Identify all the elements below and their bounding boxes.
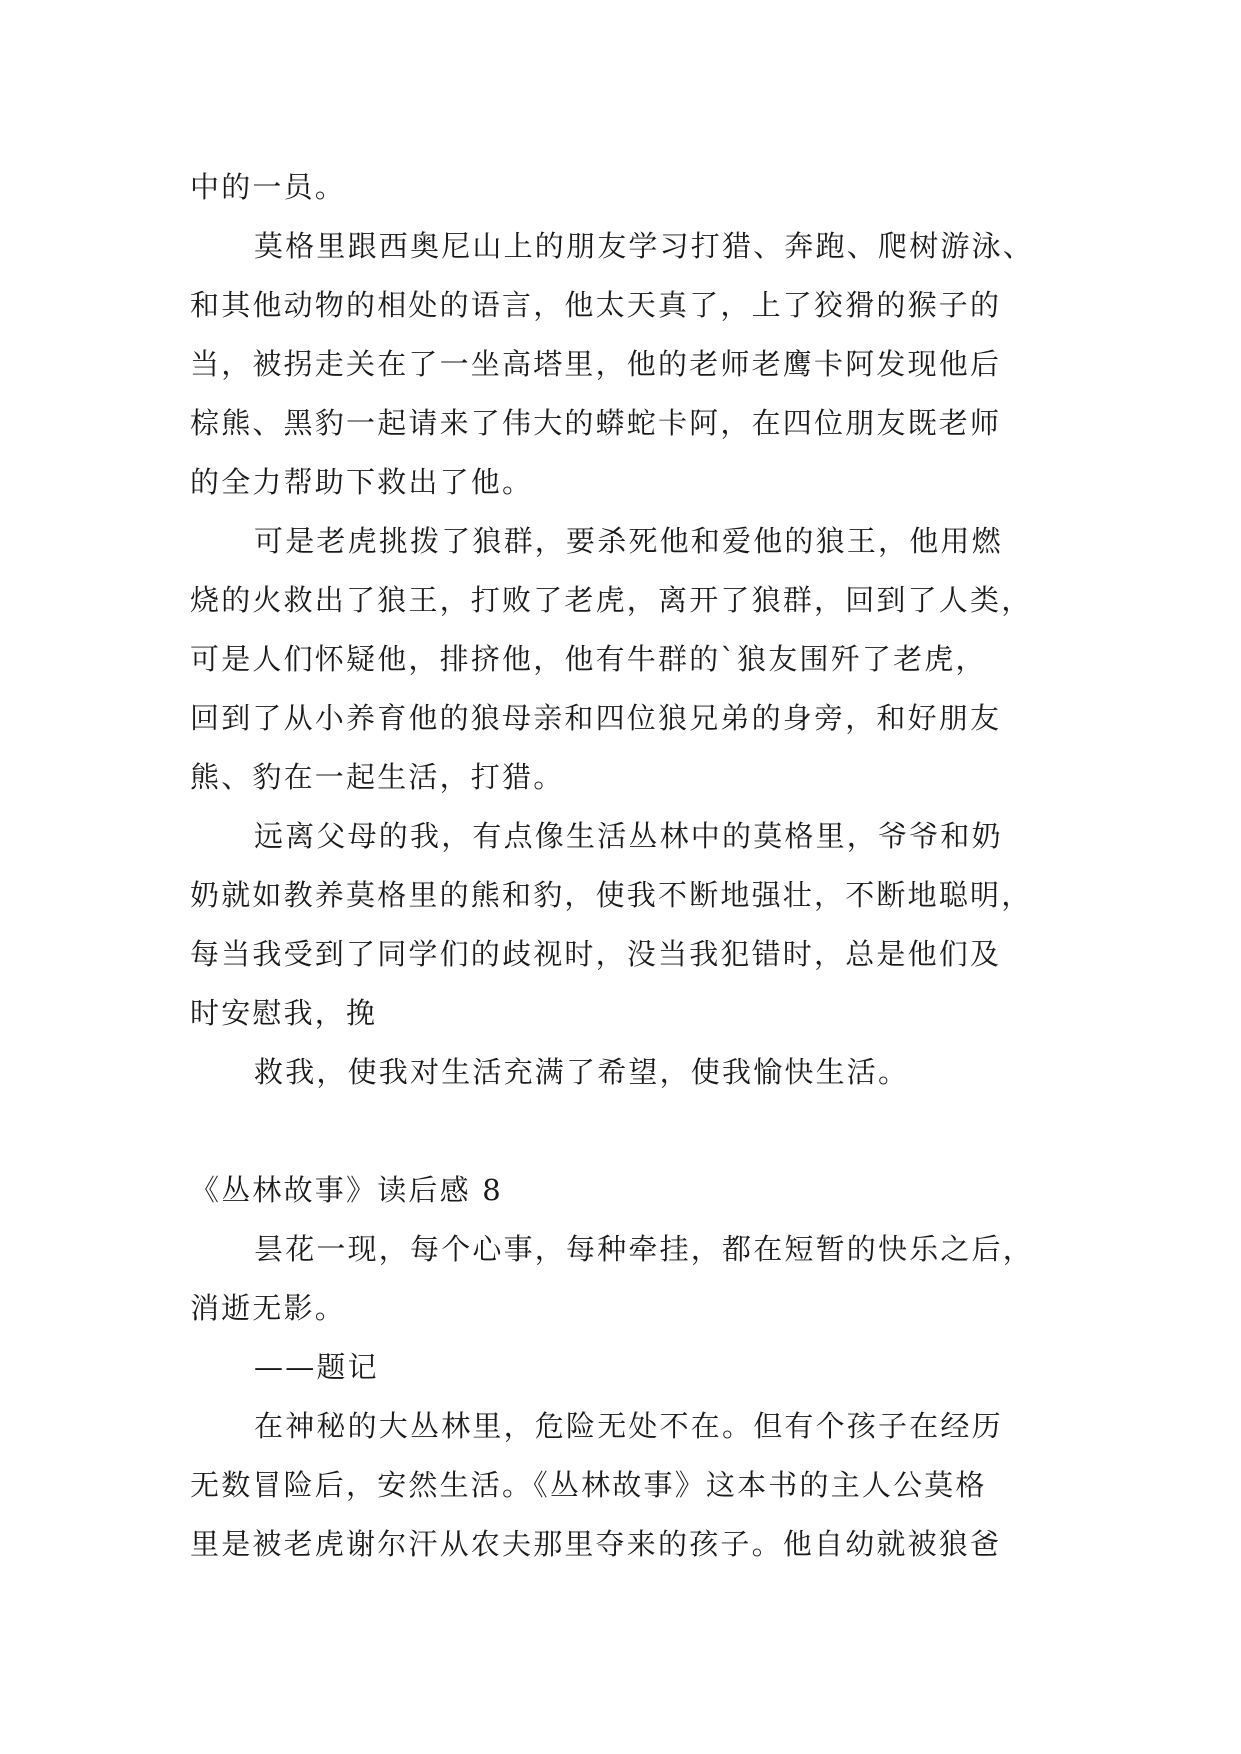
paragraph — [190, 807, 1060, 1043]
text-line: 可是老虎挑拨了狼群，要杀死他和爱他的狼王，他用燃 — [254, 524, 1003, 558]
text-line: 棕熊、黑豹一起请来了伟大的蟒蛇卡阿，在四位朋友既老师 — [190, 406, 1002, 440]
text-line: 远离父母的我，有点像生活丛林中的莫格里，爷爷和奶 — [254, 819, 1003, 853]
text-line: 消逝无影。 — [190, 1291, 347, 1325]
text-line: 里是被老虎谢尔汗从农夫那里夺来的孩子。他自幼就被狼爸 — [190, 1527, 1002, 1561]
epigraph-attribution — [190, 1338, 1060, 1397]
paragraph — [190, 1397, 1060, 1574]
text-line: 每当我受到了同学们的歧视时，没当我犯错时，总是他们及 — [190, 937, 1002, 971]
document-body — [190, 158, 1060, 1574]
text-line: 莫格里跟西奥尼山上的朋友学习打猎、奔跑、爬树游泳、 — [254, 229, 1035, 263]
text-line: 和其他动物的相处的语言，他太天真了，上了狡猾的猴子的 — [190, 288, 1002, 322]
text-line: 熊、豹在一起生活，打猎。 — [190, 760, 565, 794]
text-line: 可是人们怀疑他，排挤他，他有牛群的`狼友围歼了老虎， — [190, 642, 987, 676]
paragraph — [190, 1043, 1060, 1102]
text-line: 救我，使我对生活充满了希望，使我愉快生活。 — [254, 1055, 910, 1089]
text-line: 中的一员。 — [190, 170, 347, 204]
section-spacer — [190, 1102, 1060, 1161]
text-line: 当，被拐走关在了一坐高塔里，他的老师老鹰卡阿发现他后 — [190, 347, 1002, 381]
paragraph — [190, 512, 1060, 807]
text-line: 回到了从小养育他的狼母亲和四位狼兄弟的身旁，和好朋友 — [190, 701, 1002, 735]
text-line: 烧的火救出了狼王，打败了老虎，离开了狼群，回到了人类， — [190, 583, 1033, 617]
text-line: 昙花一现，每个心事，每种牵挂，都在短暂的快乐之后， — [254, 1232, 1035, 1266]
text-line: 在神秘的大丛林里，危险无处不在。但有个孩子在经历 — [254, 1409, 1003, 1443]
paragraph — [190, 1220, 1060, 1338]
text-line: 的全力帮助下救出了他。 — [190, 465, 534, 499]
section-title: 《丛林故事》读后感 8 — [190, 1173, 503, 1207]
text-line: 时安慰我，挽 — [190, 996, 378, 1030]
text-line: ——题记 — [254, 1350, 379, 1384]
paragraph — [190, 158, 1060, 217]
paragraph — [190, 217, 1060, 512]
text-line: 无数冒险后，安然生活。《丛林故事》这本书的主人公莫格 — [190, 1468, 987, 1502]
text-line: 奶就如教养莫格里的熊和豹，使我不断地强壮，不断地聪明， — [190, 878, 1033, 912]
